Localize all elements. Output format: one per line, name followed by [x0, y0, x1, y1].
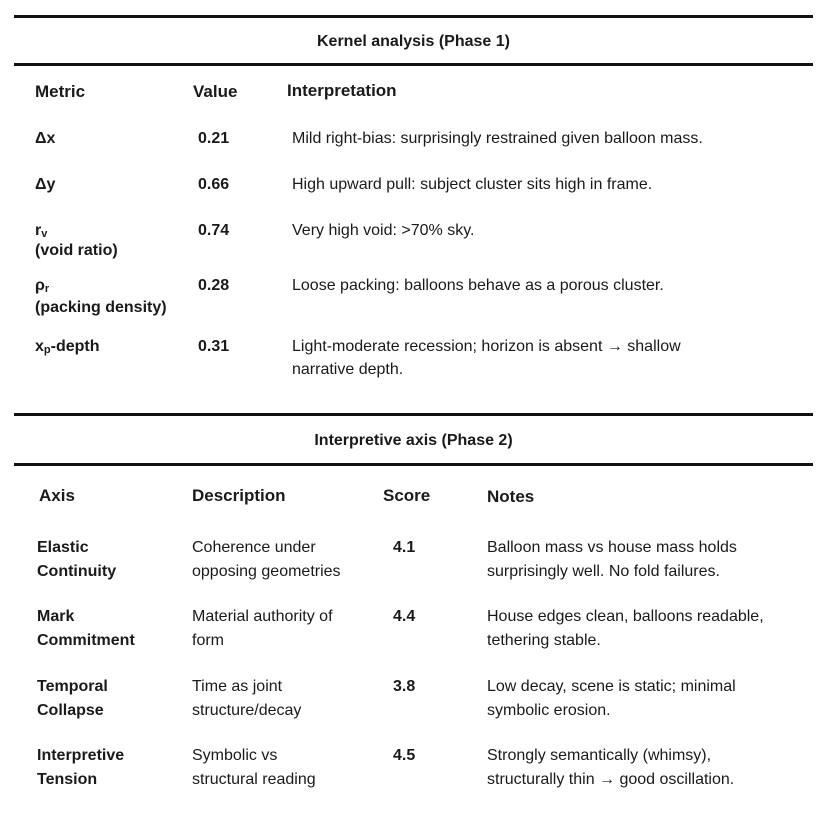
metric-value: 0.31 — [198, 338, 230, 355]
interpretation-header: Interpretation — [287, 81, 397, 100]
metric-interpretation: High upward pull: subject cluster sits high in frame. — [292, 176, 653, 193]
axis-notes-cont: surprisingly well. No fold failures. — [487, 563, 720, 580]
axis-notes: Low decay, scene is static; minimal — [487, 678, 736, 695]
table-divider — [14, 63, 813, 66]
axis-name-cont: Tension — [37, 771, 98, 788]
axis-notes-cont: structurally thin → good oscillation. — [487, 771, 735, 788]
metric-header: Metric — [35, 82, 86, 101]
axis-header: Axis — [39, 486, 75, 505]
metric-value: 0.74 — [198, 222, 230, 239]
metric-symbol: ρr — [35, 277, 50, 295]
axis-name: Mark — [37, 608, 75, 625]
axis-description-cont: opposing geometries — [192, 563, 341, 580]
axis-name: Interpretive — [37, 747, 125, 764]
metric-symbol: Δx — [35, 130, 56, 147]
table-top-rule — [14, 15, 813, 18]
axis-notes-cont: symbolic erosion. — [487, 702, 611, 719]
metric-symbol: xp-depth — [35, 338, 100, 356]
metric-symbol: Δy — [35, 176, 56, 193]
metric-interpretation: Very high void: >70% sky. — [292, 222, 475, 239]
axis-notes: Balloon mass vs house mass holds — [487, 539, 737, 556]
axis-description: Material authority of — [192, 608, 333, 625]
axis-description-cont: form — [192, 632, 224, 649]
metric-label: (void ratio) — [35, 242, 118, 259]
axis-description: Symbolic vs — [192, 747, 278, 764]
metric-interpretation: Mild right-bias: surprisingly restrained given balloon mass. — [292, 130, 703, 147]
axis-score: 4.1 — [393, 539, 416, 556]
axis-notes-cont: tethering stable. — [487, 632, 601, 649]
metric-symbol: rv — [35, 222, 48, 240]
metric-value: 0.21 — [198, 130, 230, 147]
metric-label: (packing density) — [35, 299, 167, 316]
axis-description: Coherence under — [192, 539, 316, 556]
notes-header: Notes — [487, 487, 535, 506]
axis-notes: Strongly semantically (whimsy), — [487, 747, 712, 764]
description-header: Description — [192, 486, 286, 505]
axis-name: Elastic — [37, 539, 89, 556]
axis-description-cont: structure/decay — [192, 702, 302, 719]
axis-score: 4.4 — [393, 608, 416, 625]
axis-name: Temporal — [37, 678, 108, 695]
axis-description-cont: structural reading — [192, 771, 316, 788]
metric-interpretation: Light-moderate recession; horizon is absent → shallow — [292, 338, 681, 355]
axis-score: 4.5 — [393, 747, 416, 764]
metric-value: 0.66 — [198, 176, 230, 193]
kernel-table-title: Kernel analysis (Phase 1) — [317, 33, 510, 50]
metric-value: 0.28 — [198, 277, 230, 294]
axis-description: Time as joint — [192, 678, 283, 695]
value-header: Value — [193, 82, 238, 101]
table-bottom-rule — [14, 413, 813, 416]
table-divider — [14, 463, 813, 466]
metric-interpretation: Loose packing: balloons behave as a porous cluster. — [292, 277, 664, 294]
metric-interpretation-cont: narrative depth. — [292, 361, 404, 378]
axis-score: 3.8 — [393, 678, 416, 695]
axis-notes: House edges clean, balloons readable, — [487, 608, 764, 625]
score-header: Score — [383, 486, 431, 505]
axis-name-cont: Commitment — [37, 632, 135, 649]
interpretive-table-title: Interpretive axis (Phase 2) — [314, 432, 513, 449]
axis-name-cont: Continuity — [37, 563, 117, 580]
axis-name-cont: Collapse — [37, 702, 104, 719]
